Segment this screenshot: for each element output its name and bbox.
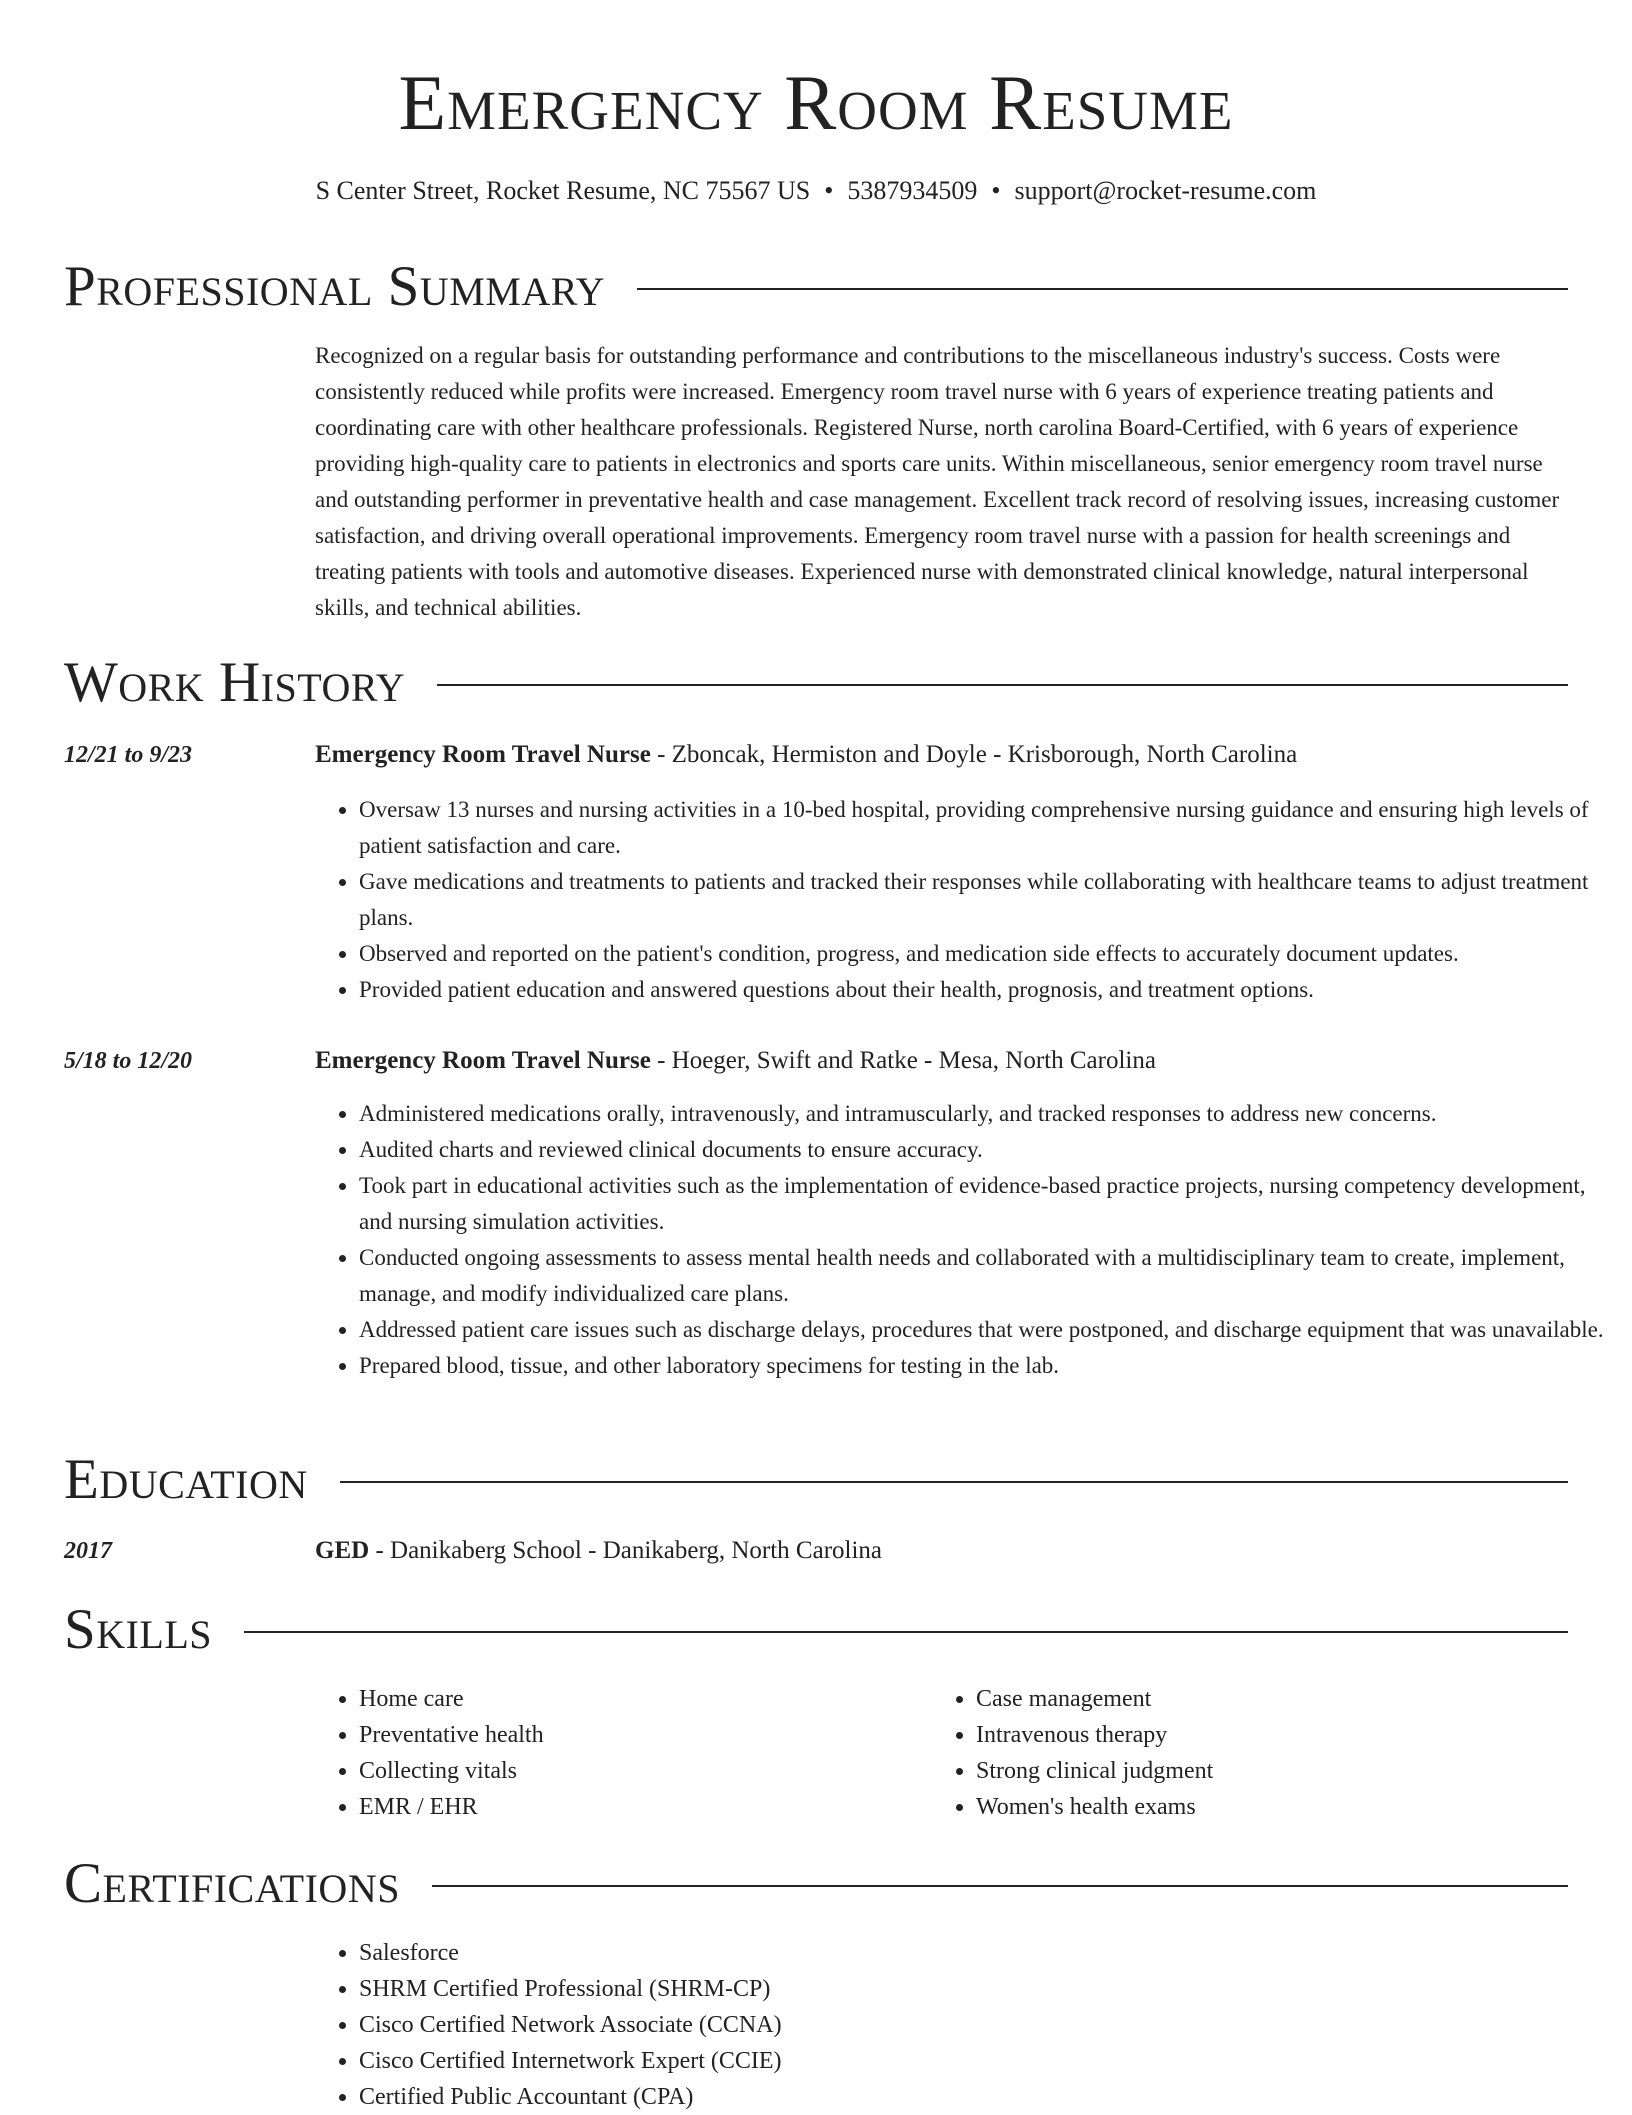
section-heading-education bbox=[64, 1450, 1568, 1510]
section-title: Professional Summary bbox=[64, 255, 606, 318]
certification-item: • Cisco Certified Internetwork Expert (CCIE) bbox=[359, 2043, 1259, 2079]
job-dates: 5/18 to 12/20 bbox=[64, 1048, 193, 1074]
resume-title: Emergency Room Resume bbox=[398, 59, 1234, 146]
job-bullets bbox=[315, 1096, 1612, 1384]
list-item: • Observed and reported on the patient's condition, progress, and medication side effects to accurately document updates. bbox=[359, 936, 1612, 972]
skill-item: • Strong clinical judgment bbox=[976, 1753, 1576, 1789]
job-title-line bbox=[315, 738, 1568, 772]
contact-separator: • bbox=[991, 176, 1001, 205]
section-divider bbox=[432, 1885, 1568, 1887]
section-title: Skills bbox=[64, 1598, 213, 1661]
certification-item: • Salesforce bbox=[359, 1935, 1259, 1971]
list-item: • Provided patient education and answered questions about their health, prognosis, and treatment options. bbox=[359, 972, 1612, 1008]
job-dates: 12/21 to 9/23 bbox=[64, 742, 193, 768]
list-item: • Took part in educational activities such as the implementation of evidence-based practice projects, nursing competency development, and nursing simulation activities. bbox=[359, 1168, 1612, 1240]
education-degree: GED bbox=[315, 1537, 370, 1564]
list-item: • Oversaw 13 nurses and nursing activities in a 10-bed hospital, providing comprehensive nursing guidance and ensuring high levels of patient satisfaction and care. bbox=[359, 792, 1612, 864]
skill-item: • Case management bbox=[976, 1681, 1576, 1717]
skill-item: • Intravenous therapy bbox=[976, 1717, 1576, 1753]
section-heading-work-history bbox=[64, 653, 1568, 713]
education-year: 2017 bbox=[64, 1538, 112, 1564]
job-role: Emergency Room Travel Nurse bbox=[315, 741, 651, 768]
skill-item: • Home care bbox=[359, 1681, 919, 1717]
section-divider bbox=[244, 1631, 1568, 1633]
skill-item: • Collecting vitals bbox=[359, 1753, 919, 1789]
certification-item: • Cisco Certified Network Associate (CCNA) bbox=[359, 2007, 1259, 2043]
section-title: Work History bbox=[64, 651, 406, 714]
education-line bbox=[315, 1534, 1568, 1568]
list-item: • Prepared blood, tissue, and other laboratory specimens for testing in the lab. bbox=[359, 1348, 1612, 1384]
job-bullets bbox=[315, 792, 1612, 1008]
skill-item: • Women's health exams bbox=[976, 1789, 1576, 1825]
skills-list-left bbox=[315, 1681, 919, 1825]
section-heading-certifications bbox=[64, 1854, 1568, 1914]
job-employer: - Hoeger, Swift and Ratke - Mesa, North Carolina bbox=[650, 1047, 1156, 1074]
skill-item: • Preventative health bbox=[359, 1717, 919, 1753]
section-divider bbox=[637, 288, 1568, 290]
job-employer: - Zboncak, Hermiston and Doyle - Krisborough, North Carolina bbox=[650, 741, 1298, 768]
section-title: Certifications bbox=[64, 1852, 400, 1915]
certifications-list bbox=[315, 1935, 1259, 2115]
skills-list-right bbox=[932, 1681, 1576, 1825]
section-heading-skills bbox=[64, 1600, 1568, 1660]
list-item: • Audited charts and reviewed clinical documents to ensure accuracy. bbox=[359, 1132, 1612, 1168]
certification-item: • SHRM Certified Professional (SHRM-CP) bbox=[359, 1971, 1259, 2007]
summary-text: Recognized on a regular basis for outstanding performance and contributions to the miscellaneous industry's success. Costs were consistently reduced while profits were increased. Emergency room travel nurse with 6 years of experience treating patients and coordinating care with other healthcare professionals. Registered Nurse, north carolina Board-Certified, with 6 years of experience providing high-quality care to patients in electronics and sports care units. Within miscellaneous, senior emergency room travel nurse and outstanding performer in preventative health and case management. Excellent track record of resolving issues, increasing customer satisfaction, and driving overall operational improvements. Emergency room travel nurse with a passion for health screenings and treating patients with tools and automotive diseases. Experienced nurse with demonstrated clinical knowledge, natural interpersonal skills, and technical abilities. bbox=[315, 343, 1560, 620]
job-role: Emergency Room Travel Nurse bbox=[315, 1047, 651, 1074]
contact-phone: 5387934509 bbox=[847, 176, 978, 205]
skill-item: • EMR / EHR bbox=[359, 1789, 919, 1825]
contact-separator: • bbox=[824, 176, 834, 205]
section-divider bbox=[437, 684, 1568, 686]
list-item: • Conducted ongoing assessments to assess mental health needs and collaborated with a multidisciplinary team to create, implement, manage, and modify individualized care plans. bbox=[359, 1240, 1612, 1312]
list-item: • Addressed patient care issues such as discharge delays, procedures that were postponed, and discharge equipment that was unavailable. bbox=[359, 1312, 1612, 1348]
education-school: - Danikaberg School - Danikaberg, North Carolina bbox=[369, 1537, 883, 1564]
list-item: • Gave medications and treatments to patients and tracked their responses while collaborating with healthcare teams to adjust treatment plans. bbox=[359, 864, 1612, 936]
section-divider bbox=[340, 1481, 1568, 1483]
section-title: Education bbox=[64, 1448, 308, 1511]
contact-email: support@rocket-resume.com bbox=[1014, 176, 1317, 205]
certification-item: • Certified Public Accountant (CPA) bbox=[359, 2079, 1259, 2115]
section-heading-summary bbox=[64, 257, 1568, 317]
list-item: • Administered medications orally, intravenously, and intramuscularly, and tracked responses to address new concerns. bbox=[359, 1096, 1612, 1132]
contact-line bbox=[0, 174, 1632, 208]
job-title-line bbox=[315, 1044, 1568, 1078]
contact-address: S Center Street, Rocket Resume, NC 75567 US bbox=[315, 176, 811, 205]
